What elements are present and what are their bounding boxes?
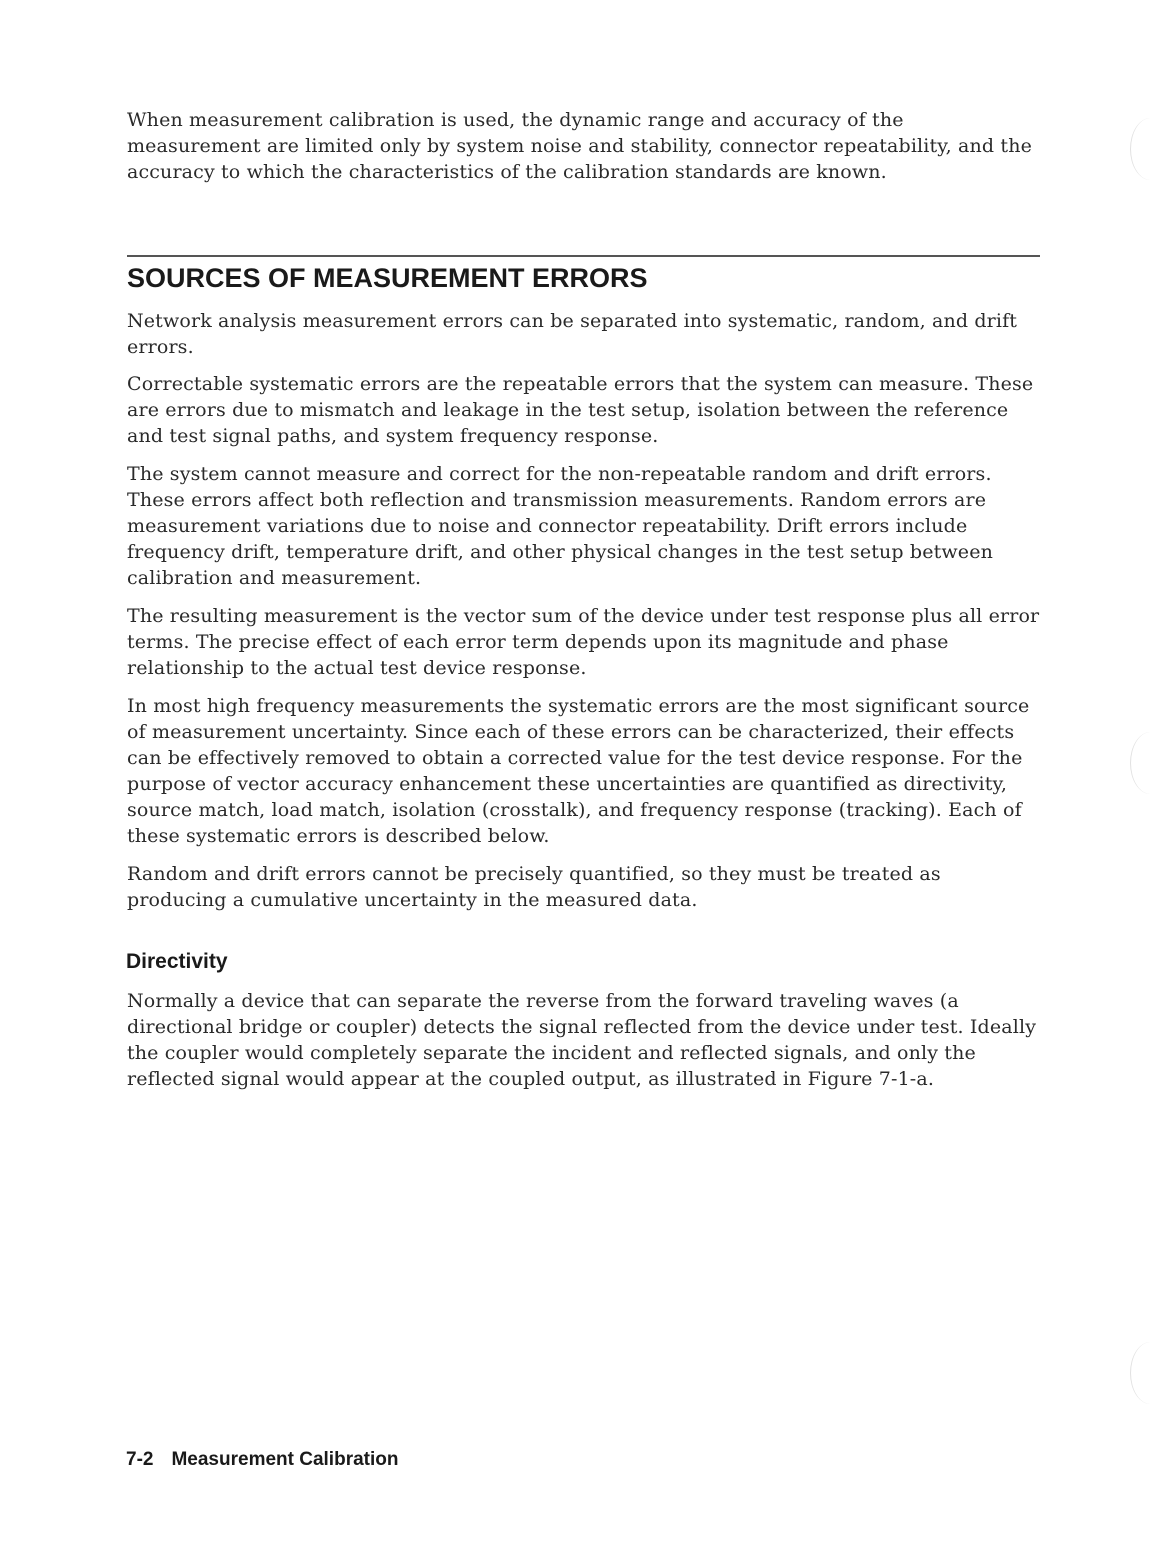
paragraph-cumulative-uncertainty: Random and drift errors cannot be precisely quantified, so they must be treated as producing a cumulative uncertainty in the measured data. [127, 863, 941, 911]
paragraph-vector-sum: The resulting measurement is the vector sum of the device under test response plus all error terms. The precise effect of each error term depends upon its magnitude and phase relationship to the actual test device response. [127, 605, 1040, 679]
binder-hole-mark [1130, 1342, 1171, 1404]
paragraph-systematic-errors: Correctable systematic errors are the repeatable errors that the system can measure. These are errors due to mismatch and leakage in the test setup, isolation between the reference and test signal paths, and system frequency response. [127, 373, 1034, 447]
paragraph-directivity: Normally a device that can separate the reverse from the forward traveling waves (a directional bridge or coupler) detects the signal reflected from the device under test. Ideally the coupler would completely separate the incident and reflected signals, and only the reflected signal would appear at the coupled output, as illustrated in Figure 7-1-a. [127, 990, 1037, 1090]
paragraph-random-drift-errors: The system cannot measure and correct for the non-repeatable random and drift errors. These errors affect both reflection and transmission measurements. Random errors are measurement variations due to noise and connector repeatability. Drift errors include frequency drift, temperature drift, and other physical changes in the test setup between calibration and measurement. [127, 463, 993, 589]
section-divider [127, 255, 1040, 257]
section-title: SOURCES OF MEASUREMENT ERRORS [127, 263, 648, 293]
binder-hole-mark [1130, 732, 1171, 794]
chapter-title: Measurement Calibration [171, 1449, 399, 1470]
binder-hole-mark [1130, 118, 1171, 180]
subsection-title: Directivity [126, 950, 228, 973]
intro-paragraph: When measurement calibration is used, the dynamic range and accuracy of the measurement are limited only by system noise and stability, connector repeatability, and the accuracy to which the characteristics of the calibration standards are known. [127, 109, 1032, 183]
page-footer [126, 1447, 398, 1473]
paragraph-error-types: Network analysis measurement errors can be separated into systematic, random, and drift errors. [127, 310, 1018, 358]
page-number: 7-2 [126, 1449, 154, 1470]
paragraph-uncertainty: In most high frequency measurements the systematic errors are the most significant source of measurement uncertainty. Since each of these errors can be characterized, their effects can be effectively removed to obtain a corrected value for the test device response. For the purpose of vector accuracy enhancement these uncertainties are quantified as directivity, source match, load match, isolation (crosstalk), and frequency response (tracking). Each of these systematic errors is described below. [127, 695, 1030, 847]
